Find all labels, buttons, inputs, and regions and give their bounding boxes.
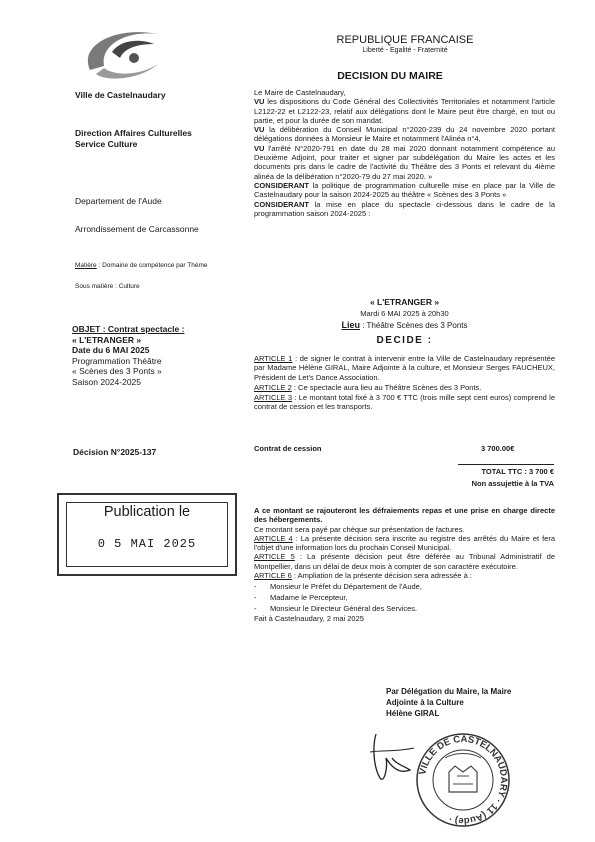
sous-matiere-line [75, 283, 245, 290]
article-text: : La présente décision peut être déférée au Tribunal Administratif de Montpellier, dans un délai de deux mois à compter de son caractère exécutoire. [254, 552, 555, 571]
signature-role: Adjointe à la Culture [386, 698, 464, 707]
vu-label: VU [254, 125, 265, 135]
vu-text: l'arrêté N°2020-791 en date du 28 mai 2020 donnant notamment compétence au Deuxième Adjoint, pour traiter et signer par subdélégation du Maire les actes et les documents pris dans le cadre de l'activité du Théâtre des 3 Ponts et relevant du 4ième alinéa de la délibération n°2020-79 du 27 mai 2020. » [254, 143, 555, 181]
service-name: Service Culture [75, 139, 138, 149]
stamp-label: Publication le [103, 504, 191, 520]
official-seal-icon [405, 732, 521, 828]
objet-venue: « Scènes des 3 Ponts » [72, 366, 162, 376]
considerant-text: la politique de programmation culturelle mise en place par la Ville de Castelnaudary pour la saison 2024-2025 au théâtre « Scènes des 3 Ponts » [254, 180, 555, 200]
recipient-text: Monsieur le Préfet du Département de l'Aude, [270, 582, 422, 592]
vu-label: VU [254, 97, 265, 107]
direction-name: Direction Affaires Culturelles [75, 128, 192, 138]
done-at: Fait à Castelnaudary, 2 mai 2025 [254, 614, 364, 624]
vu-text: les dispositions du Code Général des Collectivités Territoriales et notamment l'article L2122-22 et L2122-23, relatif aux délégations dont le Maire peut être chargé, en tout ou partie, et pour la durée de son mandat. [254, 97, 555, 125]
meals-note: A ce montant se rajouteront les défraiements repas et une prise en charge directe des hébergements. [254, 506, 555, 525]
objet-label: OBJET : Contrat spectacle : [72, 324, 185, 334]
department: Departement de l'Aude [75, 196, 162, 206]
considerant-label: CONSIDERANT [254, 199, 310, 209]
show-place [254, 320, 555, 330]
article-label: ARTICLE 4 [254, 533, 293, 543]
article-text: : de signer le contrat à intervenir entre la Ville de Castelnaudary représentée par Madame Hélène GIRAL, Maire Adjointe à la culture, et Monsieur Serges FAUCHEUX, Président de Let's Dance Association. [254, 354, 555, 382]
vu-label: VU [254, 143, 265, 153]
article-label: ARTICLE 6 [254, 571, 292, 581]
objet-block [72, 324, 242, 387]
show-date: Mardi 6 MAI 2025 à 20h30 [360, 309, 449, 318]
total-ttc: TOTAL TTC : 3 700 € [481, 467, 554, 476]
direction-block [75, 128, 245, 150]
publication-stamp [57, 493, 237, 576]
tva-note: Non assujettie à la TVA [471, 479, 554, 488]
list-item [254, 581, 555, 592]
signature-delegation: Par Délégation du Maire, la Maire [386, 687, 512, 696]
considerant-paragraph-1 [254, 181, 555, 200]
stamp-date: 0 5 MAI 2025 [97, 537, 197, 551]
matiere-line [75, 262, 245, 270]
list-item [254, 592, 555, 603]
article-label: ARTICLE 2 [254, 382, 292, 392]
objet-show-title: « L'ETRANGER » [72, 334, 142, 345]
show-title: « L'ETRANGER » [369, 297, 440, 307]
payment-note: Ce montant sera payé par chèque sur présentation de factures. [254, 524, 465, 534]
sous-matiere-label: Sous matière [75, 283, 114, 290]
considerant-label: CONSIDERANT [254, 180, 310, 190]
article-1 [254, 354, 555, 382]
closing-block [254, 506, 555, 624]
republic-motto: Liberté - Egalité - Fraternité [362, 47, 448, 54]
objet-season: Saison 2024-2025 [72, 376, 142, 387]
article-text: : La présente décision sera inscrite au registre des arrêtés du Maire et fera l'objet d'une information lors du prochain Conseil Municipal. [254, 533, 555, 553]
vu-paragraph-1 [254, 97, 555, 125]
place-label: Lieu [341, 320, 361, 330]
recipient-text: Monsieur le Directeur Général des Services. [270, 604, 418, 614]
article-4 [254, 534, 555, 553]
matiere-text: : Domaine de compétence par Thème [96, 262, 208, 269]
seal-text: VILLE DE CASTELNAUDARY · 11 (Aude) · [417, 733, 510, 827]
article-2 [254, 383, 555, 392]
decision-number: Décision N°2025-137 [73, 447, 157, 457]
article-text: : Le montant total fixé à 3 700 € TTC (trois mille sept cent euros) comprend le contrat de cession et les transports. [254, 393, 556, 412]
vu-text: la délibération du Conseil Municipal n°2020-239 du 24 novembre 2020 portant délégations données à Monsieur le Maire et notamment l'Alinéa n°4, [254, 125, 555, 144]
matiere-label: Matière [75, 262, 97, 269]
total-divider [458, 464, 554, 465]
city-logo-icon [78, 24, 166, 84]
objet-programming: Programmation Théâtre [72, 355, 162, 366]
arrondissement: Arrondissement de Carcassonne [75, 224, 199, 234]
decide-heading: DECIDE : [376, 335, 433, 346]
objet-date: Date du 6 MAI 2025 [72, 345, 150, 355]
bullet-icon: - [254, 582, 257, 592]
list-item [254, 603, 555, 614]
article-text: : Ampliation de la présente décision sera adressée à : [291, 571, 472, 581]
recipient-text: Madame le Percepteur, [270, 593, 348, 603]
article-5 [254, 552, 555, 571]
vu-paragraph-2 [254, 125, 555, 144]
intro-line: Le Maire de Castelnaudary, [254, 88, 346, 97]
contract-amount: 3 700.00€ [481, 444, 515, 453]
considerant-text: la mise en place du spectacle ci-dessous dans le cadre de la programmation saison 2024-2025 : [254, 199, 555, 218]
decision-preamble [254, 88, 555, 218]
article-label: ARTICLE 3 [254, 393, 293, 403]
article-3 [254, 393, 555, 412]
article-label: ARTICLE 1 [254, 354, 293, 363]
contract-label: Contrat de cession [254, 444, 322, 453]
signatory-name: Hélène GIRAL [386, 709, 440, 718]
city-name: Ville de Castelnaudary [75, 90, 166, 100]
considerant-paragraph-2 [254, 200, 555, 219]
recipients-list [254, 581, 555, 614]
republic-heading: REPUBLIQUE FRANCAISE [336, 34, 474, 46]
bullet-icon: - [254, 604, 257, 614]
sous-matiere-text: : Culture [113, 283, 140, 290]
bullet-icon: - [254, 593, 257, 603]
article-6 [254, 571, 555, 580]
document-title: DECISION DU MAIRE [337, 70, 443, 82]
article-label: ARTICLE 5 [254, 552, 295, 562]
signature-block [386, 686, 556, 719]
vu-paragraph-3 [254, 144, 555, 181]
articles-block [254, 354, 555, 413]
article-text: : Ce spectacle aura lieu au Théâtre Scènes des 3 Ponts. [291, 382, 482, 392]
place-text: : Théâtre Scènes des 3 Ponts [360, 321, 468, 330]
